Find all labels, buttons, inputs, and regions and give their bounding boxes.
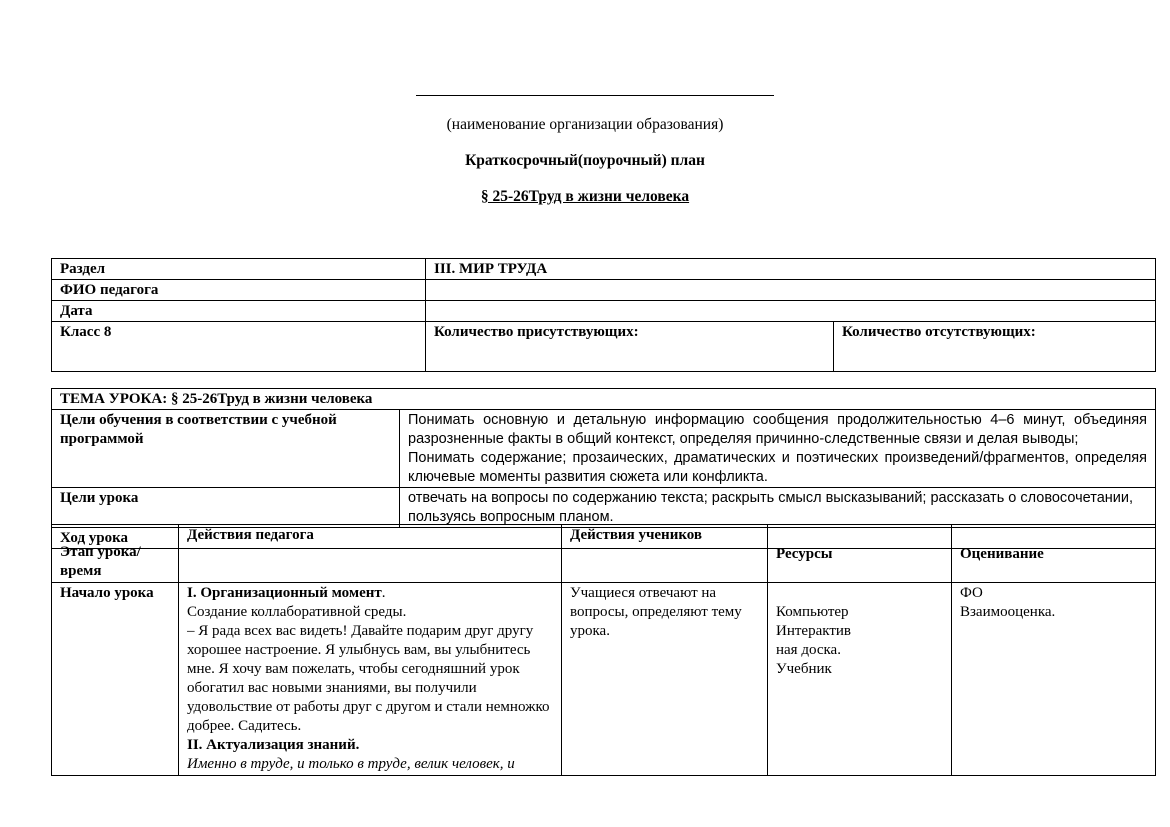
lesson-topic: ТЕМА УРОКА: § 25-26Труд в жизни человека (52, 389, 1156, 410)
class-label: Класс 8 (52, 322, 426, 372)
teacher-paragraph-1: Создание коллаборативной среды. (187, 604, 407, 620)
resources (768, 583, 952, 776)
header-assessment: Оценивание (952, 525, 1156, 583)
lesson-goals-label: Цели урока (52, 488, 400, 528)
section-label: Раздел (52, 259, 426, 280)
organization-name-line (416, 95, 774, 96)
teacher-label: ФИО педагога (52, 280, 426, 301)
plan-title: Краткосрочный(поурочный) план (465, 152, 705, 169)
knowledge-heading: II. Актуализация знаний. (187, 737, 360, 753)
topic-title: § 25-26Труд в жизни человека (480, 188, 690, 205)
student-actions: Учащиеся отвечают на вопросы, определяют тему урока. (562, 583, 768, 776)
teacher-value (426, 280, 1156, 301)
present-label: Количество присутствующих: (426, 322, 834, 372)
lesson-info-table (51, 258, 1156, 372)
learning-goal-1: Понимать основную и детальную информацию сообщения продолжительностью 4–6 минут, объединяя разрозненные факты в общий контекст, определяя причинно-следственные связи и делая выводы; (408, 412, 1147, 447)
teacher-quote: Именно в труде, и только в труде, велик человек, и (187, 756, 515, 772)
assessment-fo: ФО (960, 585, 983, 601)
learning-goal-2: Понимать содержание; прозаических, драматических и поэтических произведений/фрагментов, определяя ключевые моменты развития сюжета или конфликта. (408, 450, 1147, 485)
resource-interactive: Интерактив (776, 623, 851, 639)
organization-caption: (наименование организации образования) (446, 116, 724, 133)
resource-textbook: Учебник (776, 661, 832, 677)
date-value (426, 301, 1156, 322)
course-label: Ход урока (52, 528, 1156, 549)
lesson-course-table (51, 524, 1156, 776)
org-moment-heading: I. Организационный момент (187, 585, 382, 601)
absent-label: Количество отсутствующих: (834, 322, 1156, 372)
resource-board: ная доска. (776, 642, 841, 658)
learning-goals-value (400, 410, 1156, 488)
header-students: Действия учеников (562, 525, 768, 583)
resource-computer: Компьютер (776, 604, 849, 620)
header-resources: Ресурсы (768, 525, 952, 583)
header-teacher: Действия педагога (179, 525, 562, 583)
stage-start: Начало урока (52, 583, 179, 776)
assessment (952, 583, 1156, 776)
org-moment-dot: . (381, 585, 386, 601)
lesson-goals-value: отвечать на вопросы по содержанию текста; раскрыть смысл высказываний; рассказать о словосочетании, пользуясь вопросным планом. (400, 488, 1156, 528)
section-value: III. МИР ТРУДА (426, 259, 1156, 280)
date-label: Дата (52, 301, 426, 322)
learning-goals-label: Цели обучения в соответствии с учебной программой (52, 410, 400, 488)
teacher-actions (179, 583, 562, 776)
header-stage: Этап урока/время (52, 525, 179, 583)
teacher-paragraph-2: – Я рада всех вас видеть! Давайте подарим друг другу хорошее настроение. Я улыбнусь вам, вы улыбнитесь мне. Я хочу вам пожелать, чтобы сегодняшний урок обогатил вас новыми знаниями, вы получили удовольствие от работы друг с другом и стали немножко добрее. Садитесь. (187, 623, 550, 734)
assessment-peer: Взаимооценка. (960, 604, 1056, 620)
